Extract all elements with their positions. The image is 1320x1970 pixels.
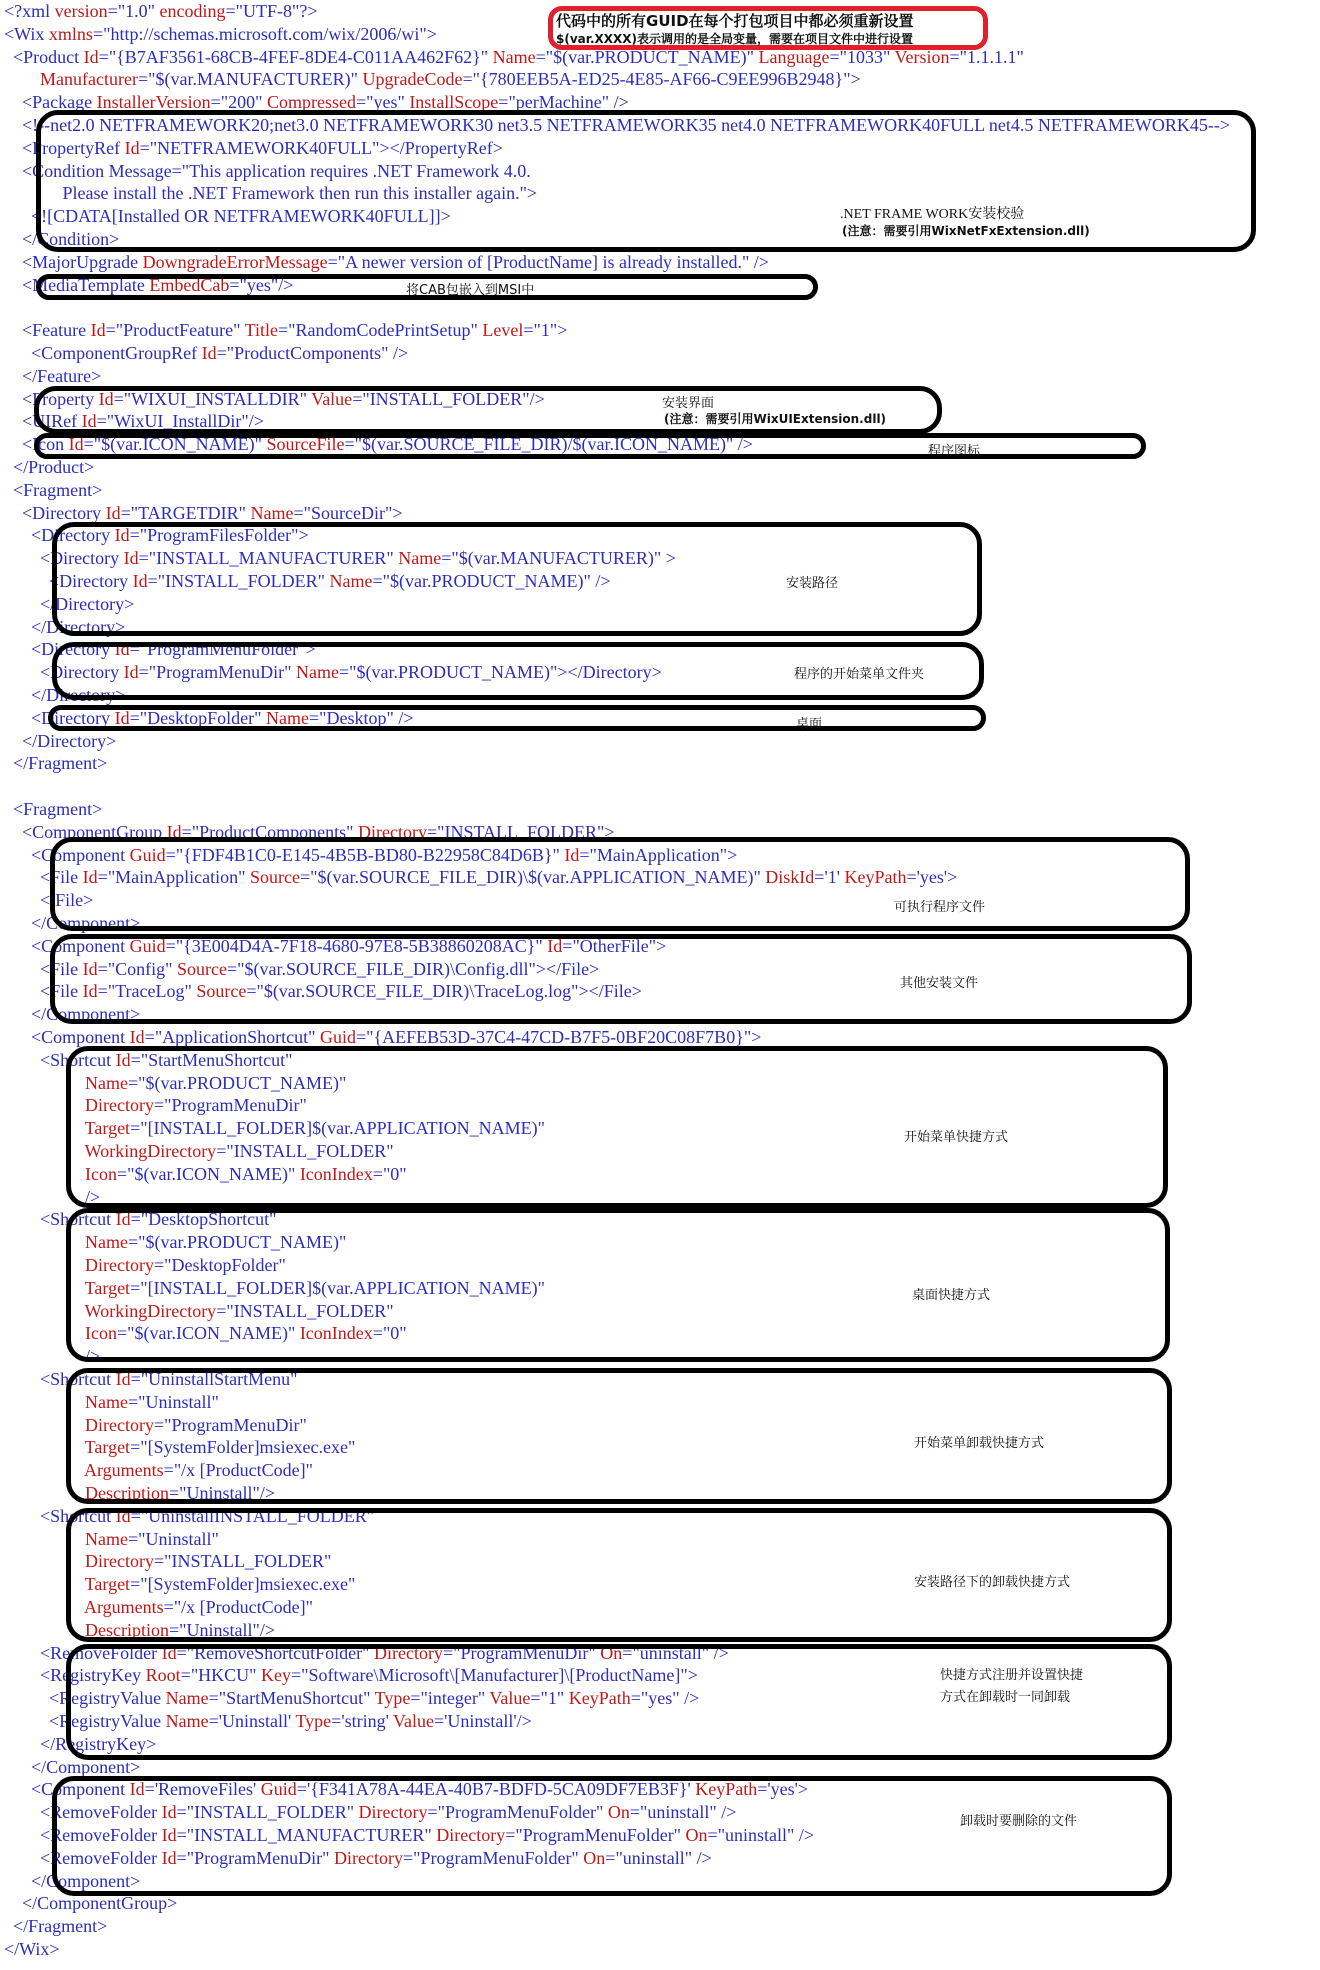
code-line: </Directory>: [31, 685, 126, 705]
desktop-folder-box: [48, 705, 986, 731]
code-line: <ComponentGroupRef Id="ProductComponents" />: [31, 343, 409, 363]
main-application-box: [50, 837, 1190, 931]
code-line: Target="[INSTALL_FOLDER]$(var.APPLICATION_NAME)": [80, 1118, 545, 1139]
code-line: </Fragment>: [13, 1916, 108, 1937]
code-line: Name="Uninstall": [80, 1528, 219, 1549]
code-line: <Component Id="ApplicationShortcut" Guid="{AEFEB53D-37C4-47CD-B7F5-0BF20C08F7B0}">: [31, 1027, 762, 1047]
code-line: <Icon Id="$(var.ICON_NAME)" SourceFile="$(var.SOURCE_FILE_DIR)/$(var.ICON_NAME)" />: [22, 434, 753, 455]
code-line: </Component>: [31, 913, 141, 933]
code-line: <Package InstallerVersion="200" Compressed="yes" InstallScope="perMachine" />: [22, 92, 629, 113]
code-line: Description="Uninstall"/>: [80, 1483, 275, 1503]
code-line: <PropertyRef Id="NETFRAMEWORK40FULL"></PropertyRef>: [22, 137, 503, 158]
code-line: <File Id="MainApplication" Source="$(var.SOURCE_FILE_DIR)\$(var.APPLICATION_NAME)" DiskId='1' KeyPath='yes'>: [40, 867, 958, 888]
code-line: <Fragment>: [13, 799, 103, 819]
code-line: Manufacturer="$(var.MANUFACTURER)" UpgradeCode="{780EEB5A-ED25-4E85-AF66-C9EE996B2948}">: [35, 69, 861, 90]
code-line: </Directory>: [31, 616, 126, 637]
code-line: Directory="INSTALL_FOLDER": [80, 1551, 332, 1572]
code-line: </Product>: [13, 457, 95, 477]
code-line: <!--net2.0 NETFRAMEWORK20;net3.0 NETFRAMEWORK30 net3.5 NETFRAMEWORK35 net4.0 NETFRAMEWORK40FULL net4.5 NETFRAMEWORK45-->: [4, 115, 1231, 135]
code-line: Target="[SystemFolder]msiexec.exe": [80, 1574, 356, 1595]
code-line: </Wix>: [4, 1939, 60, 1959]
other-file-box: [50, 934, 1192, 1024]
code-line: <Directory Id="DesktopFolder" Name="Desktop" />: [31, 707, 414, 728]
code-line: </RegistryKey>: [40, 1733, 157, 1754]
code-line: Arguments="/x [ProductCode]": [80, 1597, 314, 1617]
code-line: </Fragment>: [13, 753, 108, 774]
code-line: <RemoveFolder Id="INSTALL_MANUFACTURER" Directory="ProgramMenuFolder" On="uninstall" />: [40, 1825, 815, 1845]
code-line: WorkingDirectory="INSTALL_FOLDER": [80, 1141, 394, 1161]
cab-note: 将CAB包嵌入到MSI中: [406, 283, 535, 298]
code-line: <Feature Id="ProductFeature" Title="RandomCodePrintSetup" Level="1">: [22, 320, 568, 341]
desktop-note: 桌面: [796, 717, 823, 732]
code-line: <Component Guid="{FDF4B1C0-E145-4B5B-BD80-B22958C84D6B}" Id="MainApplication">: [31, 844, 738, 865]
guid-note-line1: 代码中的所有GUID在每个打包项目中都必须重新设置: [556, 12, 914, 30]
code-line: Description="Uninstall"/>: [80, 1619, 275, 1640]
code-line: Directory="DesktopFolder": [80, 1255, 286, 1275]
netfx-ref-note: (注意：需要引用WixNetFxExtension.dll): [842, 224, 1090, 238]
code-line: </Directory>: [22, 730, 117, 751]
code-line: Icon="$(var.ICON_NAME)" IconIndex="0": [80, 1323, 407, 1344]
start-menu-folder-note: 程序的开始菜单文件夹: [794, 667, 925, 682]
code-line: <MediaTemplate EmbedCab="yes"/>: [22, 274, 294, 295]
desktop-shortcut-note: 桌面快捷方式: [912, 1288, 991, 1303]
code-line: <Directory Id="ProgramMenuDir" Name="$(var.PRODUCT_NAME)"></Directory>: [40, 662, 662, 683]
code-line: <Directory Id="ProgramFilesFolder">: [31, 525, 309, 546]
code-line: <RegistryValue Name="StartMenuShortcut" Type="integer" Value="1" KeyPath="yes" />: [49, 1688, 700, 1709]
code-line: <RegistryKey Root="HKCU" Key="Software\Microsoft\[Manufacturer]\[ProductName]">: [40, 1665, 698, 1686]
icon-note: 程序图标: [928, 444, 981, 459]
code-line: <Shortcut Id="DesktopShortcut": [40, 1209, 277, 1230]
code-line: </ComponentGroup>: [22, 1893, 178, 1914]
code-line: Directory="ProgramMenuDir": [80, 1414, 307, 1435]
ui-note: 安装界面: [662, 396, 715, 411]
desktop-shortcut-box: [66, 1208, 1170, 1362]
code-line: <RemoveFolder Id="ProgramMenuDir" Directory="ProgramMenuFolder" On="uninstall" />: [40, 1847, 712, 1868]
remove-files-box: [52, 1776, 1172, 1896]
code-line: <Condition Message="This application requires .NET Framework 4.0.: [22, 160, 531, 181]
code-line: Icon="$(var.ICON_NAME)" IconIndex="0": [80, 1163, 407, 1184]
program-files-box: [52, 522, 982, 636]
code-line: <Shortcut Id="UninstallStartMenu": [40, 1369, 298, 1389]
code-line: </Component>: [31, 1004, 141, 1025]
start-menu-shortcut-note: 开始菜单快捷方式: [904, 1130, 1009, 1145]
start-menu-uninstall-note: 开始菜单卸载快捷方式: [914, 1436, 1045, 1451]
code-line: <Directory Id="ProgramMenuFolder">: [31, 639, 316, 660]
code-line: Name="Uninstall": [80, 1391, 219, 1412]
code-line: <UIRef Id="WixUI_InstallDir"/>: [22, 411, 264, 432]
code-line: <ComponentGroup Id="ProductComponents" Directory="INSTALL_FOLDER">: [22, 821, 615, 842]
code-line: <RemoveFolder Id="RemoveShortcutFolder" Directory="ProgramMenuDir" On="uninstall" />: [40, 1642, 729, 1663]
install-path-uninstall-note: 安装路径下的卸载快捷方式: [914, 1575, 1071, 1590]
ui-ref-note: (注意：需要引用WixUIExtension.dll): [664, 412, 887, 426]
code-line: />: [85, 1346, 101, 1367]
code-line: </Feature>: [22, 365, 102, 386]
code-line: Target="[SystemFolder]msiexec.exe": [80, 1437, 356, 1458]
code-line: </Component>: [31, 1756, 141, 1777]
code-line: <Component Guid="{3E004D4A-7F18-4680-97E8-5B38860208AC}" Id="OtherFile">: [31, 935, 667, 956]
code-line: </File>: [40, 890, 94, 911]
code-line: />: [85, 1186, 101, 1207]
code-line: <Component Id='RemoveFiles' Guid='{F341A78A-44EA-40B7-BDFD-5CA09DF7EB3F}' KeyPath='yes'>: [31, 1779, 809, 1800]
code-line: <![CDATA[Installed OR NETFRAMEWORK40FULL]]>: [4, 206, 451, 227]
exe-note: 可执行程序文件: [894, 900, 986, 915]
code-line: Name="$(var.PRODUCT_NAME)": [80, 1072, 347, 1093]
code-line: <Directory Id="TARGETDIR" Name="SourceDir">: [22, 502, 403, 523]
code-line: </Component>: [31, 1870, 141, 1891]
guid-note-line2: $(var.XXXX)表示调用的是全局变量，需要在项目文件中进行设置: [556, 32, 914, 46]
registry-note-line1: 快捷方式注册并设置快捷: [940, 1668, 1084, 1683]
code-line: </Condition>: [22, 229, 120, 249]
code-line: <File Id="TraceLog" Source="$(var.SOURCE_FILE_DIR)\TraceLog.log"></File>: [40, 981, 642, 1002]
netfx-note: .NET FRAME WORK安装校验: [840, 207, 1025, 222]
code-line: <Product Id="{B7AF3561-68CB-4FEF-8DE4-C011AA462F62}" Name="$(var.PRODUCT_NAME)" Language="1033" Version="1.1.1.1": [13, 46, 1024, 67]
code-line: Name="$(var.PRODUCT_NAME)": [80, 1232, 347, 1253]
install-path-note: 安装路径: [786, 576, 839, 591]
code-line: Arguments="/x [ProductCode]": [80, 1460, 314, 1481]
remove-files-note: 卸载时要删除的文件: [960, 1814, 1078, 1829]
code-line: <Fragment>: [13, 479, 103, 500]
code-line: </Directory>: [40, 593, 135, 614]
code-line: <File Id="Config" Source="$(var.SOURCE_FILE_DIR)\Config.dll"></File>: [40, 958, 600, 979]
code-line: Please install the .NET Framework then run this installer again.">: [4, 183, 538, 204]
code-line: <Shortcut Id="StartMenuShortcut": [40, 1049, 293, 1070]
code-line: <?xml version="1.0" encoding="UTF-8"?>: [4, 1, 318, 21]
registry-note-line2: 方式在卸载时一同卸载: [940, 1690, 1071, 1705]
other-files-note: 其他安装文件: [900, 976, 979, 991]
code-line: WorkingDirectory="INSTALL_FOLDER": [80, 1300, 394, 1321]
code-line: <Wix xmlns="http://schemas.microsoft.com/wix/2006/wi">: [4, 23, 437, 44]
code-line: <RegistryValue Name='Uninstall' Type='string' Value='Uninstall'/>: [49, 1711, 532, 1731]
code-line: Directory="ProgramMenuDir": [80, 1095, 307, 1116]
code-line: Target="[INSTALL_FOLDER]$(var.APPLICATION_NAME)": [80, 1277, 545, 1298]
code-line: <Directory Id="INSTALL_FOLDER" Name="$(var.PRODUCT_NAME)" />: [49, 571, 611, 591]
code-line: <RemoveFolder Id="INSTALL_FOLDER" Directory="ProgramMenuFolder" On="uninstall" />: [40, 1802, 737, 1823]
code-line: <Shortcut Id="UninstallINSTALL_FOLDER": [40, 1505, 375, 1526]
code-line: <MajorUpgrade DowngradeErrorMessage="A newer version of [ProductName] is already installed." />: [22, 251, 769, 272]
code-line: <Directory Id="INSTALL_MANUFACTURER" Name="$(var.MANUFACTURER)" >: [40, 548, 676, 569]
code-line: <Property Id="WIXUI_INSTALLDIR" Value="INSTALL_FOLDER"/>: [22, 388, 545, 409]
